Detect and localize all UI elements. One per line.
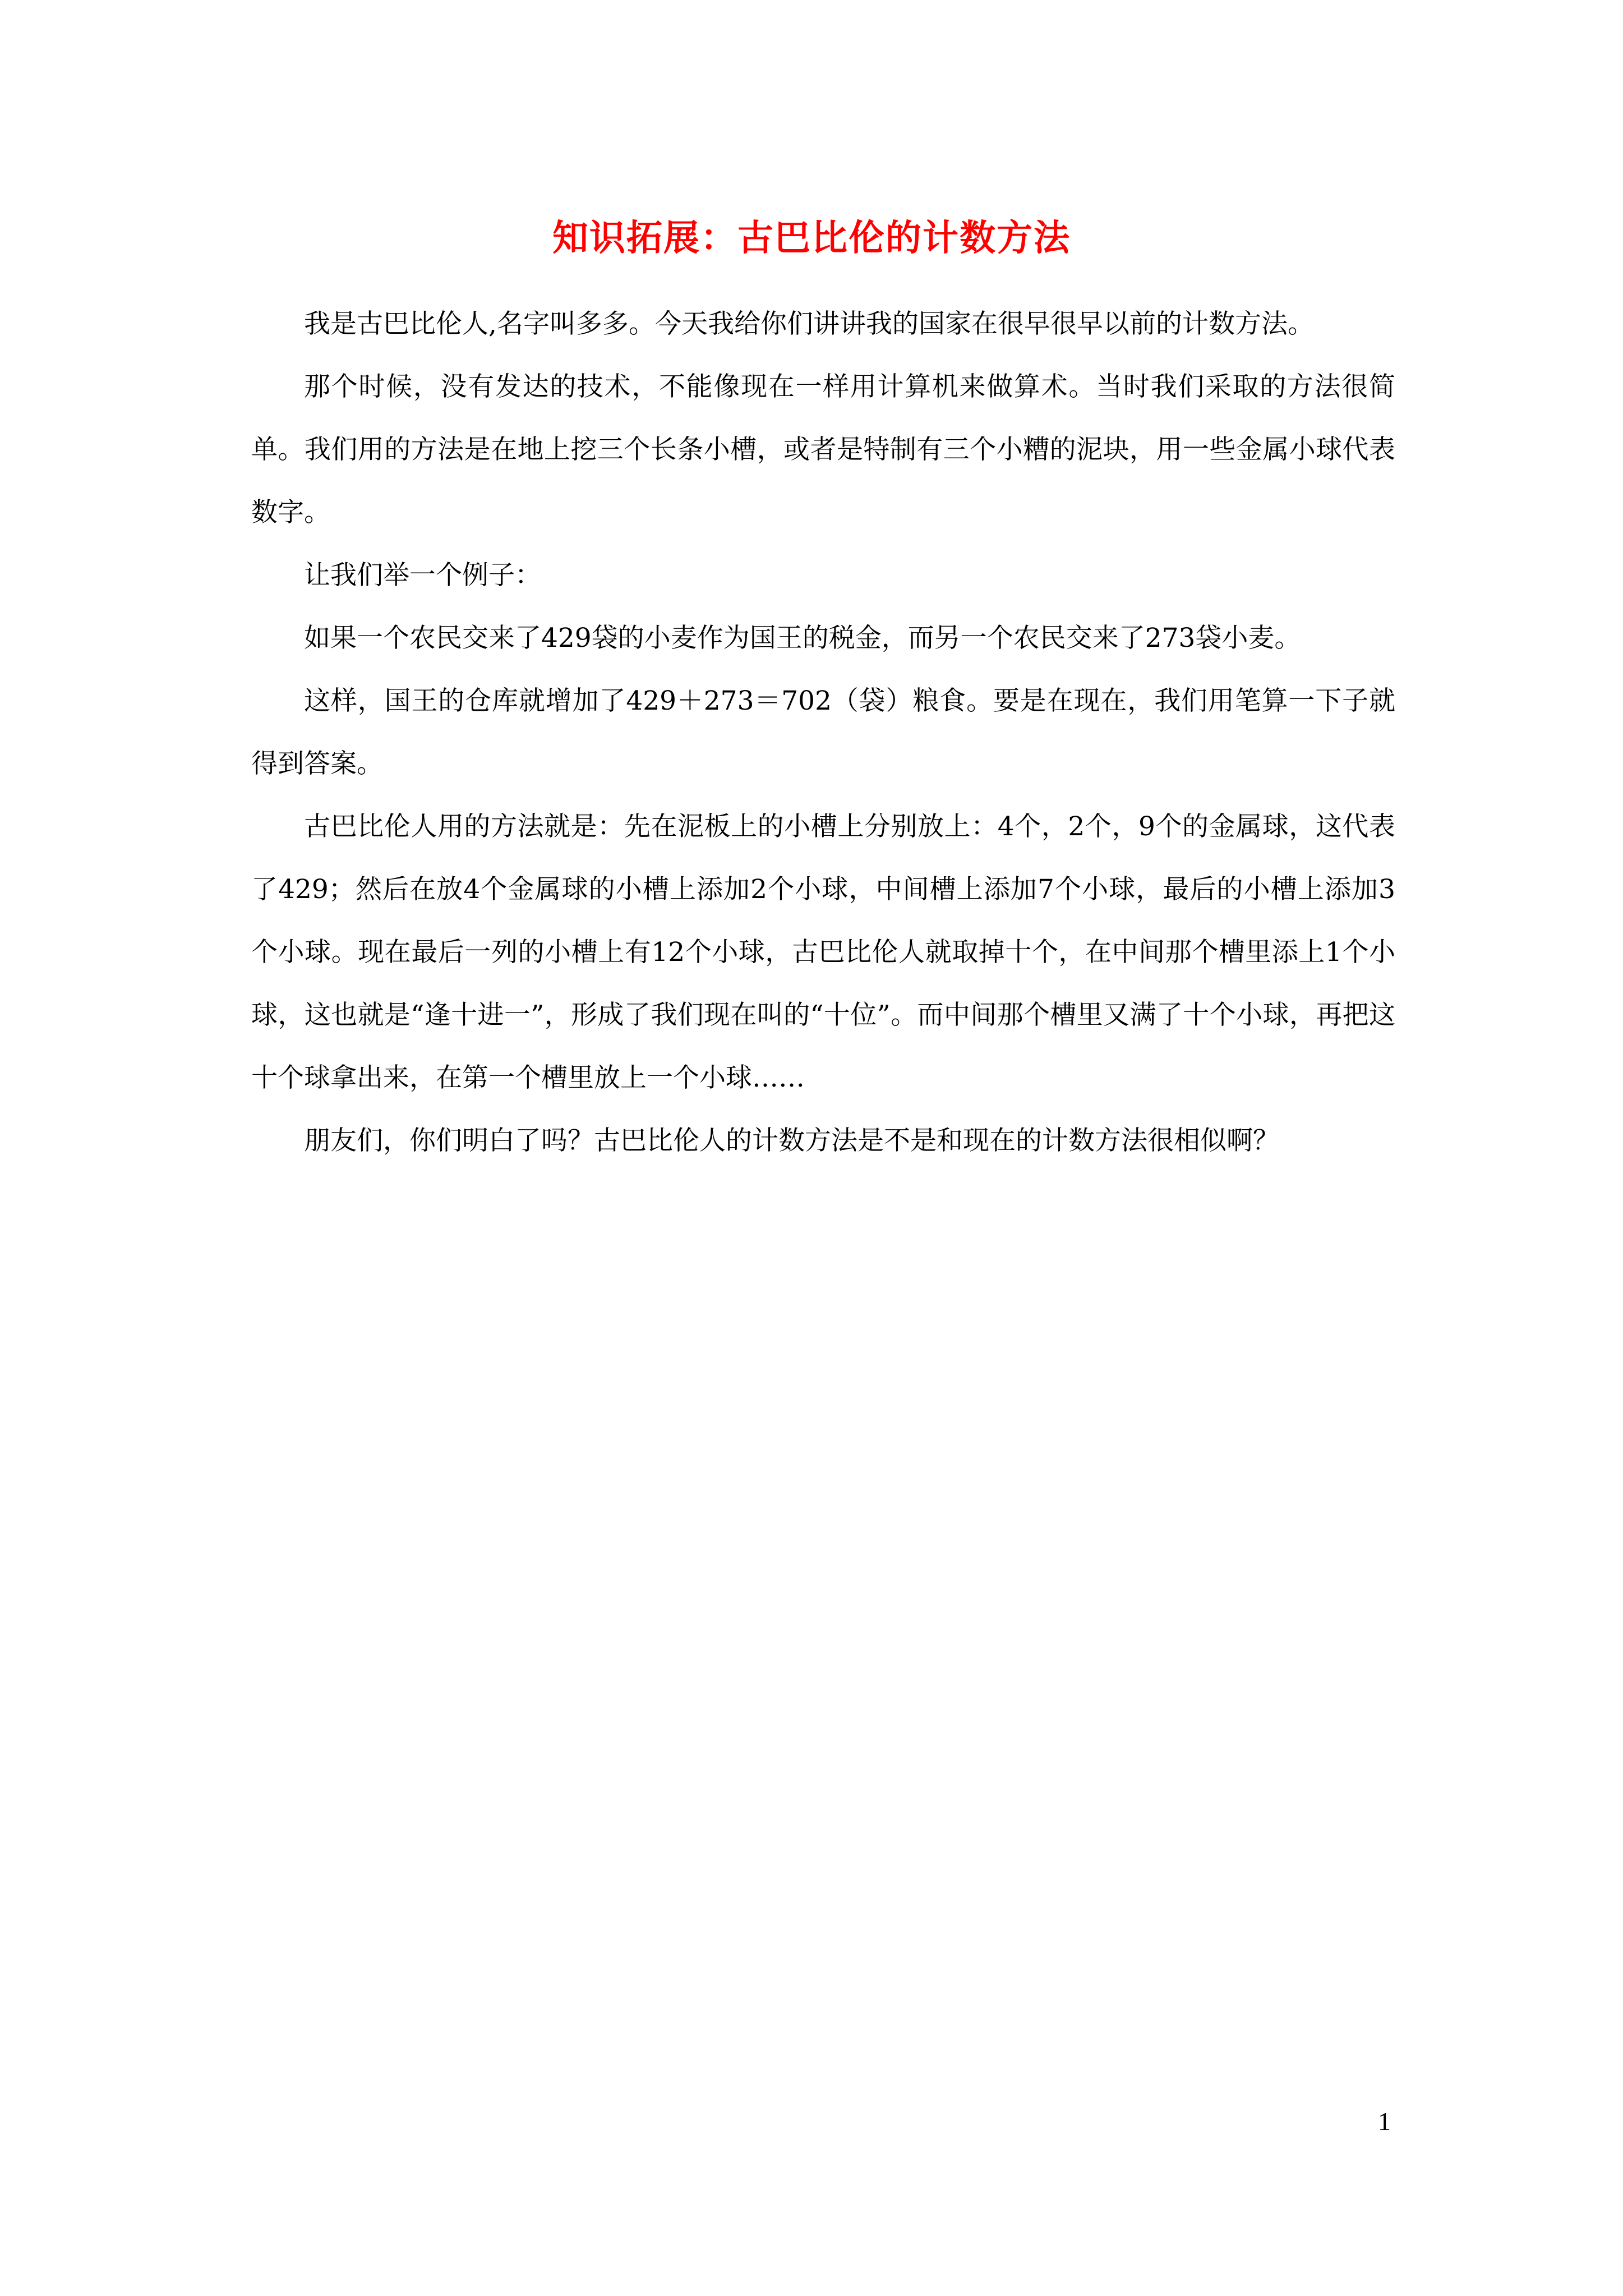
page-number: 1 xyxy=(1378,2107,1391,2136)
document-title: 知识拓展：古巴比伦的计数方法 xyxy=(552,217,1071,259)
paragraph-1: 我是古巴比伦人,名字叫多多。今天我给你们讲讲我的国家在很早很早以前的计数方法。 xyxy=(304,309,1314,339)
paragraph-5: 这样，国王的仓库就增加了429＋273＝702（袋）粮食。要是在现在，我们用笔算一下子就得到答案。 xyxy=(251,685,1395,779)
paragraph-7: 朋友们，你们明白了吗？古巴比伦人的计数方法是不是和现在的计数方法很相似啊？ xyxy=(304,1125,1279,1156)
document-body xyxy=(251,293,1395,1172)
paragraph-4: 如果一个农民交来了429袋的小麦作为国王的税金，而另一个农民交来了273袋小麦。 xyxy=(304,623,1301,654)
paragraph-2: 那个时候，没有发达的技术，不能像现在一样用计算机来做算术。当时我们采取的方法很简单。我们用的方法是在地上挖三个长条小槽，或者是特制有三个小糟的泥块，用一些金属小球代表数字。 xyxy=(251,371,1395,528)
paragraph-6: 古巴比伦人用的方法就是：先在泥板上的小槽上分别放上：4个，2个，9个的金属球，这代表了429；然后在放4个金属球的小槽上添加2个小球，中间槽上添加7个小球，最后的小槽上添加3个小球。现在最后一列的小槽上有12个小球，古巴比伦人就取掉十个，在中间那个槽里添上1个小球，这也就是“逢十进一”，形成了我们现在叫的“十位”。而中间那个槽里又满了十个小球，再把这十个球拿出来，在第一个槽里放上一个小球…… xyxy=(251,811,1395,1093)
paragraph-3: 让我们举一个例子： xyxy=(304,560,541,591)
